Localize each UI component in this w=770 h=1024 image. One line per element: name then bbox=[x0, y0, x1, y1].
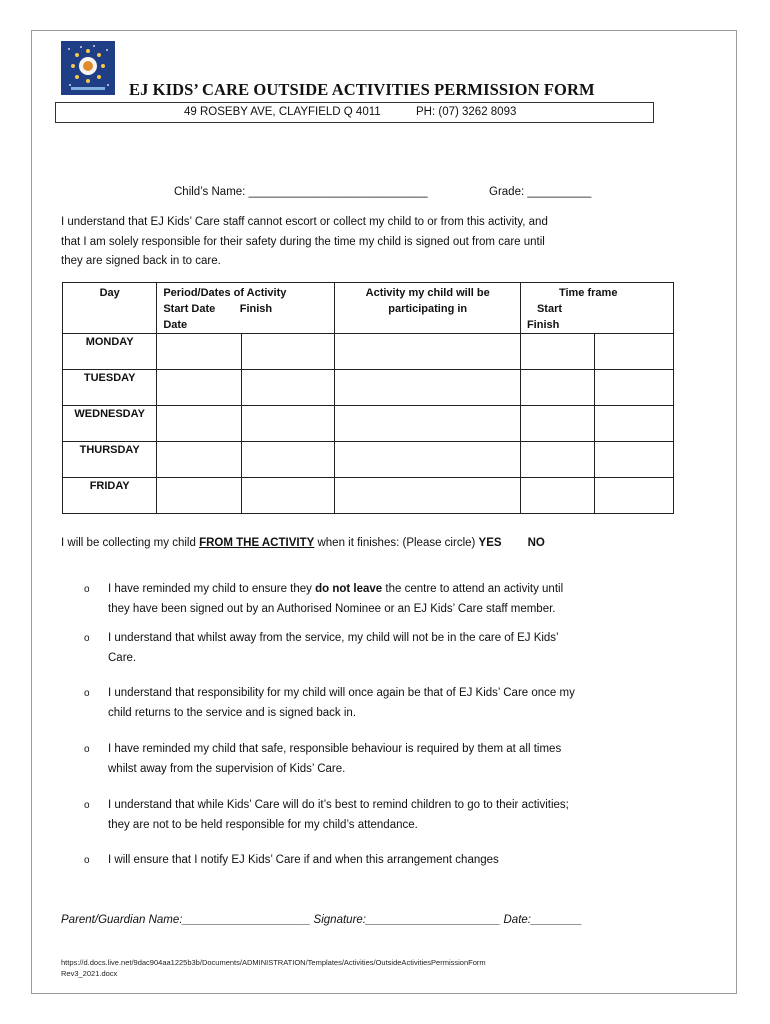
header-time-frame: Time frame Start Finish bbox=[520, 283, 673, 334]
yes-option[interactable]: YES bbox=[478, 537, 502, 549]
table-input-cell[interactable] bbox=[595, 334, 674, 370]
table-input-cell[interactable] bbox=[242, 478, 335, 514]
table-input-cell[interactable] bbox=[595, 370, 674, 406]
day-label: MONDAY bbox=[63, 334, 157, 370]
table-input-cell[interactable] bbox=[520, 334, 594, 370]
phone-text: PH: (07) 3262 8093 bbox=[416, 106, 517, 118]
table-input-cell[interactable] bbox=[595, 406, 674, 442]
list-item-text: I understand that responsibility for my child will once again be that of EJ Kids’ Care once my child returns to the service and is signed back in. bbox=[108, 687, 575, 719]
grade-field[interactable]: Grade: __________ bbox=[489, 186, 592, 198]
header-period: Period/Dates of Activity Start Date Finish Date bbox=[157, 283, 335, 334]
bullet-circle-icon: o bbox=[84, 800, 90, 811]
table-input-cell[interactable] bbox=[242, 442, 335, 478]
from-activity-emphasis: FROM THE ACTIVITY bbox=[199, 537, 315, 549]
list-item-text: I understand that while Kids’ Care will do it’s best to remind children to go to their activities; they are not to be held responsible for my child’s attendance. bbox=[108, 799, 569, 831]
child-name-field[interactable]: Child’s Name: ____________________________ bbox=[174, 186, 428, 198]
table-input-cell[interactable] bbox=[157, 406, 242, 442]
day-label: TUESDAY bbox=[63, 370, 157, 406]
table-input-cell[interactable] bbox=[520, 370, 594, 406]
table-input-cell[interactable] bbox=[595, 442, 674, 478]
intro-line: they are signed back in to care. bbox=[61, 255, 221, 267]
list-item-text: I understand that whilst away from the service, my child will not be in the care of EJ Kids’ Care. bbox=[108, 632, 559, 664]
table-input-cell[interactable] bbox=[242, 370, 335, 406]
table-input-cell[interactable] bbox=[520, 442, 594, 478]
document-footer bbox=[61, 957, 661, 979]
no-option[interactable]: NO bbox=[527, 537, 545, 549]
list-item-text: I have reminded my child to ensure they do not leave the centre to attend an activity until they have been signed out by an Authorised Nominee or an EJ Kids’ Care staff member. bbox=[108, 583, 564, 615]
table-input-cell[interactable] bbox=[520, 478, 594, 514]
footer-path: https://d.docs.live.net/9dac904aa1225b3b/Documents/ADMINISTRATION/Templates/Activities/OutsideActivitiesPermissionForm bbox=[61, 958, 486, 967]
activity-schedule-table bbox=[62, 282, 674, 514]
table-header-row bbox=[63, 283, 674, 334]
day-label: THURSDAY bbox=[63, 442, 157, 478]
header-day: Day bbox=[63, 283, 157, 334]
table-row bbox=[63, 442, 674, 478]
intro-line: I understand that EJ Kids’ Care staff cannot escort or collect my child to or from this activity, and bbox=[61, 216, 548, 228]
signature-line[interactable]: Parent/Guardian Name:____________________ Signature:_____________________ Date:________ bbox=[61, 914, 583, 926]
address-box bbox=[55, 102, 654, 123]
table-input-cell[interactable] bbox=[335, 334, 521, 370]
bullet-circle-icon: o bbox=[84, 744, 90, 755]
ej-kids-care-logo-icon bbox=[61, 41, 115, 95]
footer-revision: Rev3_2021.docx bbox=[61, 969, 118, 978]
table-input-cell[interactable] bbox=[242, 406, 335, 442]
table-input-cell[interactable] bbox=[335, 406, 521, 442]
form-title: EJ KIDS’ CARE OUTSIDE ACTIVITIES PERMISSION FORM bbox=[129, 80, 595, 99]
table-input-cell[interactable] bbox=[157, 334, 242, 370]
header-activity: Activity my child will be participating in bbox=[335, 283, 521, 334]
intro-paragraph bbox=[61, 213, 661, 272]
bullet-circle-icon: o bbox=[84, 633, 90, 644]
table-input-cell[interactable] bbox=[157, 478, 242, 514]
table-input-cell[interactable] bbox=[520, 406, 594, 442]
table-input-cell[interactable] bbox=[335, 370, 521, 406]
table-input-cell[interactable] bbox=[335, 442, 521, 478]
address-text: 49 ROSEBY AVE, CLAYFIELD Q 4011 bbox=[184, 106, 381, 118]
day-label: FRIDAY bbox=[63, 478, 157, 514]
bullet-circle-icon: o bbox=[84, 584, 90, 595]
table-input-cell[interactable] bbox=[335, 478, 521, 514]
table-input-cell[interactable] bbox=[595, 478, 674, 514]
table-input-cell[interactable] bbox=[157, 442, 242, 478]
table-row bbox=[63, 370, 674, 406]
list-item-text: I have reminded my child that safe, responsible behaviour is required by them at all times whilst away from the supervision of Kids’ Care. bbox=[108, 743, 562, 775]
list-item-text: I will ensure that I notify EJ Kids’ Care if and when this arrangement changes bbox=[108, 854, 499, 866]
table-input-cell[interactable] bbox=[242, 334, 335, 370]
table-row bbox=[63, 406, 674, 442]
table-row bbox=[63, 478, 674, 514]
bullet-circle-icon: o bbox=[84, 688, 90, 699]
table-row bbox=[63, 334, 674, 370]
table-input-cell[interactable] bbox=[157, 370, 242, 406]
day-label: WEDNESDAY bbox=[63, 406, 157, 442]
intro-line: that I am solely responsible for their safety during the time my child is signed out from care until bbox=[61, 235, 545, 248]
collection-statement: I will be collecting my child FROM THE ACTIVITY when it finishes: (Please circle) YES NO bbox=[61, 537, 545, 549]
bullet-circle-icon: o bbox=[84, 855, 90, 866]
